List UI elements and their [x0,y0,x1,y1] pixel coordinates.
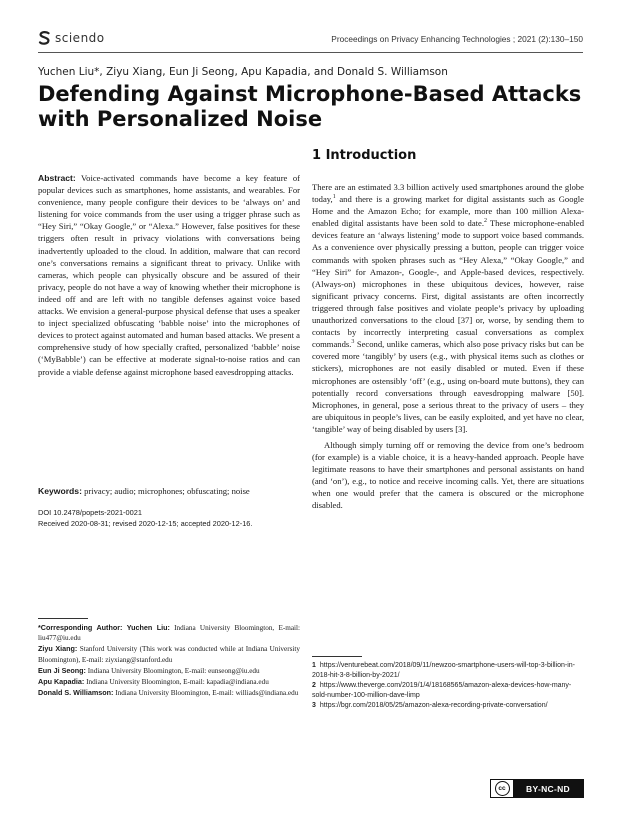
sciendo-logo-icon [38,31,51,45]
footnote: 3 https://bgr.com/2018/05/25/amazon-alexa-recording-private-conversation/ [312,702,548,710]
footnote: 2 https://www.theverge.com/2019/1/4/18168565/amazon-alexa-devices-how-many-sold-number-100-million-dave-limp [312,682,572,699]
footnote-ref[interactable]: 1 [332,194,336,201]
left-column [38,172,300,529]
page-header [38,30,583,50]
doi[interactable]: DOI 10.2478/popets-2021-0021 [38,508,142,518]
author-note: *Corresponding Author: Yuchen Liu: Indiana University Bloomington, E-mail: liu477@iu.edu [38,623,301,643]
footnote-url[interactable]: https://bgr.com/2018/05/25/amazon-alexa-recording-private-conversation/ [319,702,548,710]
cc-license-badge[interactable] [490,779,584,798]
paper-title: Defending Against Microphone-Based Attacks with Personalized Noise [38,82,582,131]
footnote-url[interactable]: https://venturebeat.com/2018/09/11/newzoo-smartphone-users-will-top-3-billion-in-2018-hit-3-8-billion-by-2021/ [312,662,576,679]
section-heading: 1 Introduction [312,148,417,163]
author-note: Donald S. Williamson: Indiana University Bloomington, E-mail: williads@indiana.edu [38,688,299,698]
author-notes [38,623,300,699]
intro-paragraph-1: There are an estimated 3.3 billion actively used smartphones around the globe today,$^1$ and there is a growing market for digital assistants such as Google Home and the Amazon Echo; for example, more than 100 million Alexa-enabled digital assistants have been sold to date.$^2$ These microphone-enabled devices feature an ‘always listening’ mode to support voice based commands. As a convenience over physically pressing a button, people can trigger voice commands with spoken phrases such as “Hey Alexa,” “Okay Google,” and “Hey Siri” for Amazon-, Google-, and Apple-based devices, respectively. (Always-on) microphones in these ubiquitous devices, however, raise significant privacy concerns. First, digital assistants are often incorrectly triggered through false positives and violate people’s privacy by uploading unauthorized conversations to the cloud [37] or, worse, by sending them to contacts by incorrectly interpreting casual conversations as complex commands.$^3$ Second, unlike cameras, which also pose privacy risks but can be covered more ‘tangibly’ by users (e.g., with physical items such as clothes or stickers), microphones are not easily disabled or muted. Even if these microphones are ostensibly ‘off’ (e.g., using on-board mute buttons), they can potentially record conversations through eavesdropping malware [50]. Microphones, in general, pose a serious threat to the privacy of users – they are ubiquitous in people’s lives, can be easily exploited, and yet have no clear, ‘tangible’ way of being disabled by users [3]. [312,182,584,434]
publisher-name: sciendo [55,31,105,45]
abstract [38,172,300,477]
footnotes [312,661,584,712]
journal-citation: Proceedings on Privacy Enhancing Technologies ; 2021 (2):130–150 [331,34,583,44]
creative-commons-icon: cc [495,781,510,796]
intro-paragraph-2: Although simply turning off or removing the device from one’s bedroom (for example) is a viable choice, it is a heavy-handed approach. People have legitimate reasons to have their smartphones and personal assistants on hand (and ‘on’), e.g., to notice and receive incoming calls. Yet, there are situations when one would prefer that the camera is obscured or the microphone disabled. [312,439,584,511]
keywords-label: Keywords: [38,486,82,496]
keywords-text: privacy; audio; microphones; obfuscating; noise [84,486,250,496]
publisher-logo [38,31,105,45]
received-dates: Received 2020-08-31; revised 2020-12-15; accepted 2020-12-16. [38,519,253,529]
footnotes-divider [312,656,362,657]
author-note: Ziyu Xiang: Stanford University (This work was conducted while at Indiana University Bloomington), E-mail: ziyxiang@stanford.edu [38,644,300,664]
footnote: 1 https://venturebeat.com/2018/09/11/newzoo-smartphone-users-will-top-3-billion-in-2018-hit-3-8-billion-by-2021/ [312,662,576,679]
footnote-ref[interactable]: 2 [484,218,488,225]
author-note: Eun Ji Seong: Indiana University Bloomington, E-mail: eunseong@iu.edu [38,665,260,675]
right-column [312,147,584,512]
header-divider [38,52,583,53]
license-label: BY-NC-ND [513,780,583,797]
keywords [38,485,300,497]
abstract-label: Abstract: [38,173,76,183]
footnote-url[interactable]: https://www.theverge.com/2019/1/4/18168565/amazon-alexa-devices-how-many-sold-number-100-million-dave-limp [312,682,572,699]
author-notes-divider [38,618,88,619]
author-note: Apu Kapadia: Indiana University Bloomington, E-mail: kapadia@indiana.edu [38,677,269,687]
abstract-text: Voice-activated commands have become a key feature of popular devices such as smartphones, home assistants, and wearables. For convenience, many people configure their devices to be ‘always on’ and listening for voice commands from the user using a trigger phrase such as “Hey Siri,” “Okay Google,” or “Alexa.” However, false positives for these triggers often result in privacy violations with conversations being inadvertently uploaded to the cloud. In addition, malware that can record one’s conversations remains a significant threat to privacy. Unlike with cameras, which people can physically obscure and be assured of their privacy, people do not have a way of knowing whether their microphone is indeed off and are left with no tangible defenses against voice based attacks. We envision a general-purpose physical defense that uses a speaker to inject specialized obfuscating ‘babble noise’ into the microphones of devices to protect against automated and human based attacks. We present a comprehensive study of how specially crafted, personalized ‘babble’ noise (‘MyBabble’) can be effective at moderate signal-to-noise ratios and can provide a viable defense against microphone based eavesdropping attacks. [38,173,300,377]
author-list: Yuchen Liu*, Ziyu Xiang, Eun Ji Seong, Apu Kapadia, and Donald S. Williamson [38,66,448,78]
footnote-ref[interactable]: 3 [351,339,355,346]
